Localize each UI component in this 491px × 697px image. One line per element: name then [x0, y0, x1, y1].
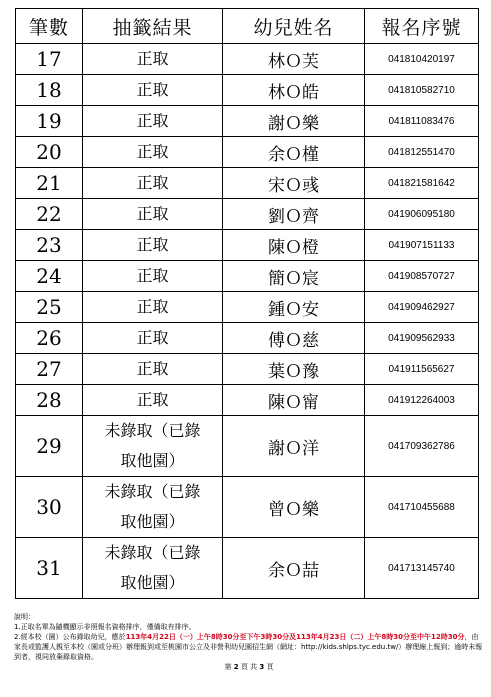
row-result	[83, 44, 223, 75]
table-row	[16, 106, 479, 137]
row-result	[83, 106, 223, 137]
table-row	[16, 538, 479, 599]
row-result	[83, 261, 223, 292]
row-id: 041810582710	[365, 75, 479, 106]
row-result	[83, 168, 223, 199]
row-id: 041709362786	[365, 416, 479, 477]
table-row	[16, 477, 479, 538]
page-footer	[14, 662, 484, 672]
table-body	[16, 44, 479, 599]
table-row	[16, 44, 479, 75]
row-num: 24	[16, 261, 83, 292]
row-result-line: 未錄取（已錄	[104, 421, 201, 440]
row-result-line: 取他園）	[120, 451, 185, 470]
row-result	[83, 477, 223, 538]
header-num: 筆數	[16, 9, 83, 44]
header-result: 抽籤結果	[83, 9, 223, 44]
footer-middle: 頁 共	[240, 663, 258, 671]
row-name: 劉Ｏ齊	[223, 199, 365, 230]
row-result	[83, 75, 223, 106]
row-id: 041821581642	[365, 168, 479, 199]
row-num: 22	[16, 199, 83, 230]
row-result	[83, 292, 223, 323]
header-name: 幼兒姓名	[223, 9, 365, 44]
row-name: 曾Ｏ樂	[223, 477, 365, 538]
table-row	[16, 230, 479, 261]
row-id: 041912264003	[365, 385, 479, 416]
row-id: 041911565627	[365, 354, 479, 385]
row-id: 041907151133	[365, 230, 479, 261]
row-num: 27	[16, 354, 83, 385]
row-name: 謝Ｏ樂	[223, 106, 365, 137]
footer-total: 3	[259, 663, 265, 671]
table-row	[16, 292, 479, 323]
row-result-line: 正取	[136, 235, 169, 254]
row-name: 余Ｏ槿	[223, 137, 365, 168]
row-id: 041810420197	[365, 44, 479, 75]
table-row	[16, 75, 479, 106]
notes-line-2	[14, 632, 484, 662]
row-id: 041906095180	[365, 199, 479, 230]
row-result	[83, 137, 223, 168]
table-row	[16, 416, 479, 477]
row-result-line: 取他園）	[120, 512, 185, 531]
row-result	[83, 323, 223, 354]
row-num: 26	[16, 323, 83, 354]
table-row	[16, 137, 479, 168]
row-num: 30	[16, 477, 83, 538]
row-num: 18	[16, 75, 83, 106]
footer-page: 2	[233, 663, 239, 671]
row-result-line: 未錄取（已錄	[104, 543, 201, 562]
row-num: 20	[16, 137, 83, 168]
row-name: 宋Ｏ彧	[223, 168, 365, 199]
row-id: 041811083476	[365, 106, 479, 137]
notes-line-2-b: ，由家長或監護人親至本校（園或分班）辦理報到或至桃園市公立及非營利幼兒園招生網（網址：http://kids.shlps.tyc.edu.tw/）辦理線上報到；逾時未報到者，視同放棄錄取資格。	[14, 633, 483, 661]
header-id: 報名序號	[365, 9, 479, 44]
row-num: 21	[16, 168, 83, 199]
row-id: 041909462927	[365, 292, 479, 323]
row-id: 041909562933	[365, 323, 479, 354]
row-result-line: 正取	[136, 173, 169, 192]
table-row	[16, 261, 479, 292]
row-id: 041908570727	[365, 261, 479, 292]
row-num: 28	[16, 385, 83, 416]
notes-heading: 說明：	[14, 613, 35, 621]
row-name: 林Ｏ皓	[223, 75, 365, 106]
footer-suffix: 頁	[266, 663, 274, 671]
notes-line-1: 1.正取名單為隨機顯示非照報名資格排序，僅備取有排序。	[14, 623, 196, 631]
row-name: 謝Ｏ洋	[223, 416, 365, 477]
footer-prefix: 第	[224, 663, 232, 671]
notes	[14, 612, 484, 672]
row-num: 25	[16, 292, 83, 323]
row-result-line: 正取	[136, 390, 169, 409]
table-header-row	[16, 9, 479, 44]
row-result-line: 正取	[136, 359, 169, 378]
row-result-line: 正取	[136, 142, 169, 161]
table-row	[16, 199, 479, 230]
row-result-line: 正取	[136, 297, 169, 316]
row-result	[83, 416, 223, 477]
row-result-line: 正取	[136, 49, 169, 68]
row-name: 余Ｏ喆	[223, 538, 365, 599]
row-result	[83, 385, 223, 416]
row-num: 29	[16, 416, 83, 477]
row-num: 19	[16, 106, 83, 137]
row-result-line: 正取	[136, 204, 169, 223]
table-row	[16, 323, 479, 354]
notes-line-2-a: 2.經本校（園）公布錄取幼兒，應於	[14, 633, 126, 641]
row-result-line: 正取	[136, 80, 169, 99]
table-row	[16, 385, 479, 416]
lottery-results-table	[15, 8, 479, 599]
table-row	[16, 354, 479, 385]
row-result-line: 正取	[136, 111, 169, 130]
row-id: 041812551470	[365, 137, 479, 168]
row-name: 林Ｏ芙	[223, 44, 365, 75]
row-result	[83, 538, 223, 599]
row-name: 葉Ｏ豫	[223, 354, 365, 385]
row-result	[83, 199, 223, 230]
row-result-line: 未錄取（已錄	[104, 482, 201, 501]
row-name: 陳Ｏ甯	[223, 385, 365, 416]
row-result-line: 取他園）	[120, 573, 185, 592]
row-id: 041710455688	[365, 477, 479, 538]
row-result-line: 正取	[136, 328, 169, 347]
row-result	[83, 230, 223, 261]
row-num: 23	[16, 230, 83, 261]
row-result-line: 正取	[136, 266, 169, 285]
table-row	[16, 168, 479, 199]
row-result	[83, 354, 223, 385]
row-id: 041713145740	[365, 538, 479, 599]
row-name: 陳Ｏ橙	[223, 230, 365, 261]
row-name: 簡Ｏ宸	[223, 261, 365, 292]
row-name: 鍾Ｏ安	[223, 292, 365, 323]
row-name: 傅Ｏ慈	[223, 323, 365, 354]
row-num: 31	[16, 538, 83, 599]
notes-deadline: 113年4月22日（一）上午8時30分至下午3時30分及113年4月23日（二）上午8時30分至中午12時30分	[125, 633, 465, 641]
row-num: 17	[16, 44, 83, 75]
